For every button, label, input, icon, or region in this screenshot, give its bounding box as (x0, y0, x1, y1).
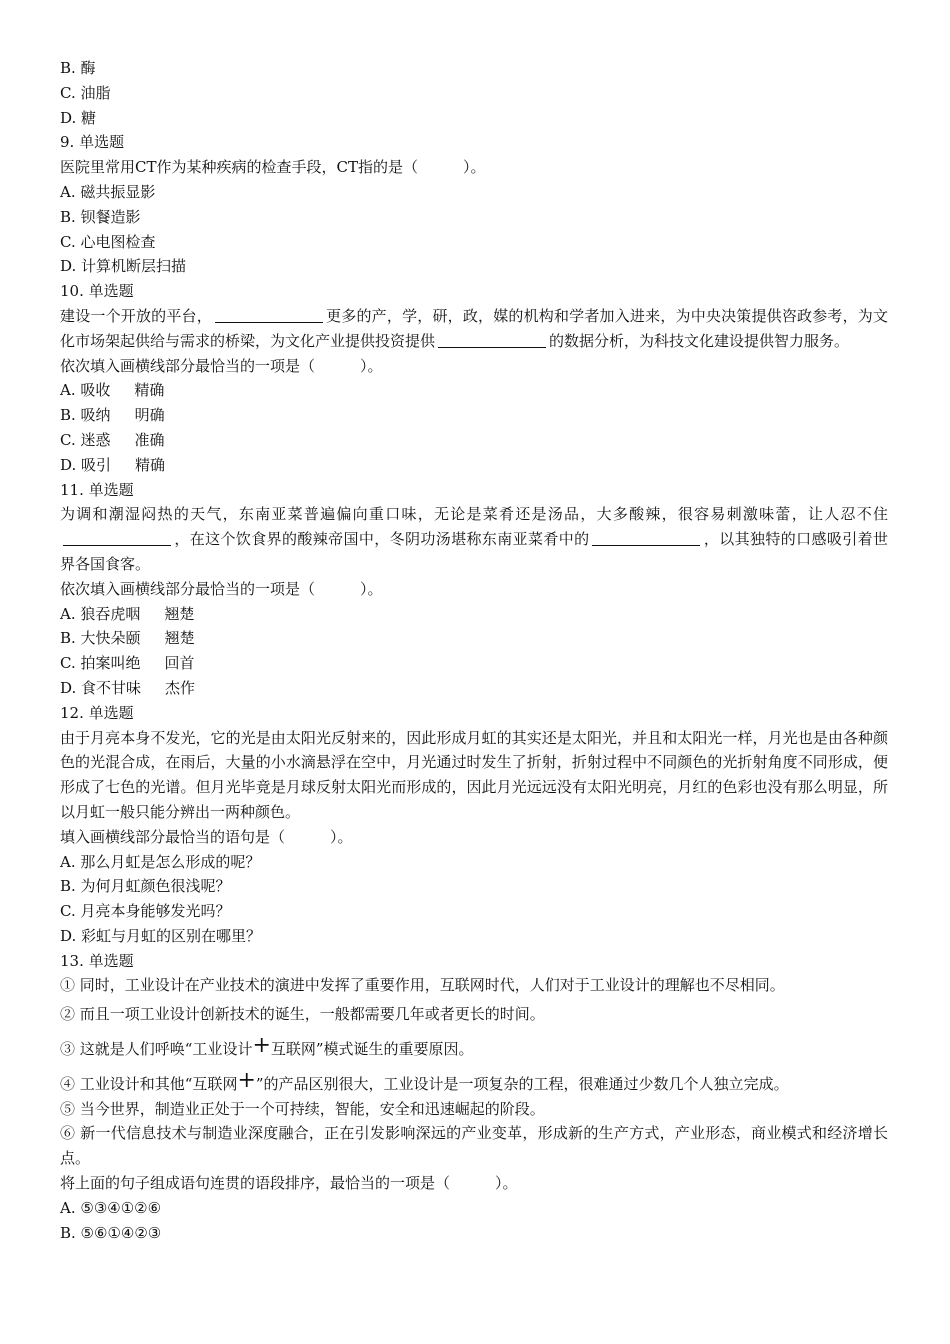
q11-option-a-word2: 翘楚 (164, 604, 195, 623)
q11-blank-1 (63, 529, 171, 546)
q12-option-b: B. 为何月虹颜色很浅呢？ (60, 877, 231, 896)
q11-option-c-word1: C. 拍案叫绝 (60, 654, 141, 673)
q12-passage: 由于月亮本身不发光，它的光是由太阳光反射来的，因此形成月虹的其实还是太阳光，并且和太阳光一样，月光也是由各种颜色的光混合成，在雨后，大量的小水滴悬浮在空中，月光通过时发生了折射，折射过程中不同颜色的光折射角度不同形成，便形成了七色的光谱。但月光毕竟是月球反射太阳光而形成的，因此月光远远没有太阳光明亮，月红的色彩也没有那么明显，所以月虹一般只能分辨出一两种颜色。 (60, 728, 888, 821)
q10-option-c (60, 428, 888, 453)
q13-option-a: A. ⑤③④①②⑥ (60, 1198, 162, 1217)
q11-prompt: 依次填入画横线部分最恰当的一项是（ ）。 (60, 579, 383, 598)
q10-option-b (60, 403, 888, 428)
q12-option-a: A. 那么月虹是怎么形成的呢？ (60, 852, 261, 871)
q10-blank-1 (215, 306, 323, 323)
q13-sentence-4-part2: ”的产品区别很大，工业设计是一项复杂的工程，很难通过少数几个人独立完成。 (255, 1074, 789, 1093)
q13-sentence-2: ② 而且一项工业设计创新技术的诞生，一般都需要几年或者更长的时间。 (60, 1005, 545, 1024)
q11-passage (60, 502, 888, 576)
q11-option-d-word1: D. 食不甘味 (60, 678, 142, 697)
q11-option-b (60, 626, 888, 651)
q10-passage-part1: 建设一个开放的平台， (60, 306, 212, 325)
q13-sentence-3-part1: ③ 这就是人们呼唤“工业设计 (60, 1040, 253, 1059)
q9-option-d: D. 计算机断层扫描 (60, 257, 187, 276)
q11-option-a (60, 602, 888, 627)
q10-option-a-word1: A. 吸收 (60, 381, 111, 400)
q11-header: 11. 单选题 (60, 480, 134, 499)
q9-stem: 医院里常用CT作为某种疾病的检查手段，CT指的是（ ）。 (60, 158, 486, 177)
q10-option-d-word2: 精确 (135, 455, 166, 474)
q13-sentence-4-part1: ④ 工业设计和其他“互联网 (60, 1074, 238, 1093)
q10-prompt: 依次填入画横线部分最恰当的一项是（ ）。 (60, 356, 383, 375)
q13-sentence-5: ⑤ 当今世界，制造业正处于一个可持续，智能，安全和迅速崛起的阶段。 (60, 1099, 545, 1118)
q13-sentence-4 (60, 1067, 888, 1097)
q12-option-d: D. 彩虹与月虹的区别在哪里？ (60, 926, 262, 945)
q10-option-c-word1: C. 迷惑 (60, 430, 111, 449)
q8-option-b: B. 酶 (60, 59, 96, 77)
q10-passage (60, 304, 888, 354)
q10-option-b-word1: B. 吸纳 (60, 406, 111, 425)
q10-blank-2 (438, 331, 546, 348)
q13-sentence-4-plus: + (237, 1067, 256, 1093)
q8-option-d: D. 糖 (60, 108, 97, 127)
q13-sentence-6: ⑥ 新一代信息技术与制造业深度融合，正在引发影响深远的产业变革，形成新的生产方式，产业形态，商业模式和经济增长点。 (60, 1124, 888, 1168)
q13-sentence-3-plus: + (252, 1033, 271, 1059)
q13-option-b: B. ⑤⑥①④②③ (60, 1223, 162, 1242)
q13-header: 13. 单选题 (60, 951, 134, 970)
q11-blank-2 (592, 529, 700, 546)
q13-prompt: 将上面的句子组成语句连贯的语段排序，最恰当的一项是（ ）。 (60, 1174, 518, 1193)
q11-passage-part2: ，在这个饮食界的酸辣帝国中，冬阴功汤堪称东南亚菜肴中的 (174, 530, 590, 549)
q8-option-c: C. 油脂 (60, 83, 111, 102)
q12-option-c: C. 月亮本身能够发光吗？ (60, 902, 231, 921)
q11-option-b-word2: 翘楚 (164, 629, 195, 648)
q10-option-d-word1: D. 吸引 (60, 455, 112, 474)
q11-passage-part3: ，以其独特的口感吸引着世界各国食客。 (60, 530, 888, 573)
q10-passage-part3: 的数据分析，为科技文化建设提供智力服务。 (549, 331, 850, 350)
q13-sentence-3-part2: 互联网”模式诞生的重要原因。 (270, 1040, 474, 1059)
q11-option-b-word1: B. 大快朵颐 (60, 629, 141, 648)
q13-sentence-1: ① 同时，工业设计在产业技术的演进中发挥了重要作用，互联网时代，人们对于工业设计的理解也不尽相同。 (60, 976, 785, 995)
q13-sentence-3 (60, 1033, 888, 1062)
q9-option-b: B. 钡餐造影 (60, 207, 141, 226)
q9-option-a: A. 磁共振显影 (60, 182, 156, 201)
q9-option-c: C. 心电图检查 (60, 232, 156, 251)
q10-option-b-word2: 明确 (134, 406, 165, 425)
q10-option-c-word2: 准确 (134, 430, 165, 449)
q10-option-a (60, 378, 888, 403)
q11-option-c (60, 651, 888, 676)
q12-prompt: 填入画横线部分最恰当的语句是（ ）。 (60, 827, 353, 846)
q11-option-c-word2: 回首 (164, 654, 195, 673)
q11-passage-part1: 为调和潮湿闷热的天气，东南亚菜普遍偏向重口味，无论是菜肴还是汤品，大多酸辣，很容易刺激味蕾，让人忍不住 (60, 505, 888, 524)
q10-header: 10. 单选题 (60, 282, 134, 301)
q11-option-d (60, 676, 888, 701)
q11-option-a-word1: A. 狼吞虎咽 (60, 604, 141, 623)
q10-option-d (60, 453, 888, 478)
q12-header: 12. 单选题 (60, 703, 134, 722)
q10-option-a-word2: 精确 (134, 381, 165, 400)
q9-header: 9. 单选题 (60, 133, 125, 152)
q10-passage-part2: 更多的产，学，研，政，媒的机构和学者加入进来，为中央决策提供咨政参考，为文化市场架起供给与需求的桥梁，为文化产业提供投资提供 (60, 306, 888, 350)
q11-option-d-word2: 杰作 (165, 678, 196, 697)
